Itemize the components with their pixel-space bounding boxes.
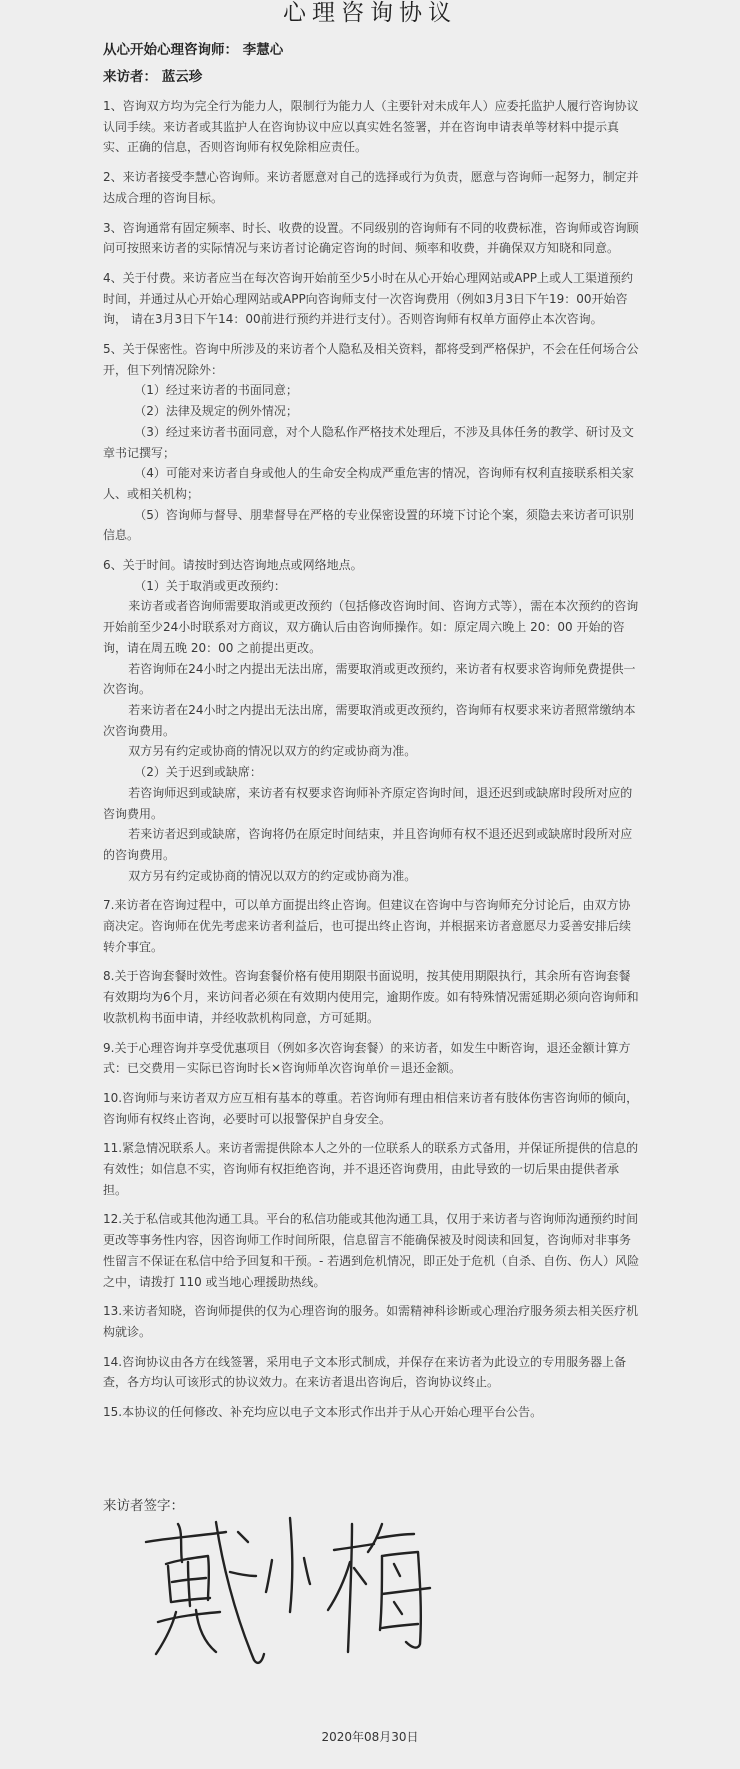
- clause-6-sub-2-heading: （2）关于迟到或缺席：: [134, 765, 262, 780]
- clause-6-sub-1-para-c: 若来访者在24小时之内提出无法出席，需要取消或更改预约，咨询师有权要求来访者照常缴纳本次咨询费用。: [103, 702, 636, 738]
- clause-6-sub-2-para-b: 若来访者迟到或缺席，咨询将仍在原定时间结束，并且咨询师有权不退还迟到或缺席时段所对应的咨询费用。: [103, 827, 633, 862]
- clause-6-sub-1-para-d: 双方另有约定或协商的情况以双方的约定或协商为准。: [128, 744, 417, 759]
- clause-2: 2、来访者接受李慧心咨询师。来访者愿意对自己的选择或行为负责，愿意与咨询师一起努力，制定并达成合理的咨询目标。: [103, 170, 639, 205]
- clause-6-sub-2-para-a: 若咨询师迟到或缺席，来访者有权要求咨询师补齐原定咨询时间，退还迟到或缺席时段所对应的咨询费用。: [103, 785, 633, 821]
- clause-15: 15.本协议的任何修改、补充均应以电子文本形式作出并于从心开始心理平台公告。: [103, 1405, 543, 1420]
- clause-6-sub-2-para-c: 双方另有约定或协商的情况以双方的约定或协商为准。: [128, 868, 417, 883]
- clause-6-sub-1-heading: （1）关于取消或更改预约：: [134, 578, 286, 593]
- clause-4: 4、关于付费。来访者应当在每次咨询开始前至少5小时在从心开始心理网站或APP上或人工渠道预约时间，并通过从心开始心理网站或APP向咨询师支付一次咨询费用（例如3月3日下午19：00开始咨询， 请在3月3日下午14：00前进行预约并进行支付）。否则咨询师有权单方面停止本次咨询。: [103, 270, 633, 327]
- clause-8: 8.关于咨询套餐时效性。咨询套餐价格有使用期限书面说明，按其使用期限执行，其余所有咨询套餐有效期均为6个月，来访问者必须在有效期内使用完，逾期作废。如有特殊情况需延期必须向咨询师和收款机构书面申请，并经收款机构同意，方可延期。: [103, 969, 639, 1025]
- agreement-body: [103, 96, 641, 1432]
- clause-5-item-4: （4）可能对来访者自身或他人的生命安全构成严重危害的情况，咨询师有权利直接联系相关家人、或相关机构；: [103, 466, 634, 501]
- clause-6: [103, 555, 641, 886]
- clause-11: 11.紧急情况联系人。来访者需提供除本人之外的一位联系人的联系方式备用，并保证所提供的信息的有效性；如信息不实，咨询师有权拒绝咨询，并不退还咨询费用，由此导致的一切后果由提供者承担。: [103, 1141, 639, 1197]
- handwritten-signature: [138, 1502, 438, 1682]
- clause-6-sub-1-para-b: 若咨询师在24小时之内提出无法出席，需要取消或更改预约，来访者有权要求咨询师免费提供一次咨询。: [103, 661, 636, 697]
- clause-5-intro: 5、关于保密性。咨询中所涉及的来访者个人隐私及相关资料，都将受到严格保护，不会在任何场合公开，但下列情况除外：: [103, 342, 639, 377]
- signing-date: 2020年08月30日: [321, 1730, 419, 1744]
- clause-14: 14.咨询协议由各方在线签署，采用电子文本形式制成，并保存在来访者为此设立的专用服务器上备查，各方均认可该形式的协议效力。在来访者退出咨询后，咨询协议终止。: [103, 1354, 627, 1390]
- client-line: 来访者： 蓝云珍: [103, 69, 203, 85]
- clause-5-item-2: （2）法律及规定的例外情况；: [134, 404, 298, 419]
- clause-5: [103, 339, 641, 546]
- document-title: 心理咨询协议: [283, 0, 457, 26]
- clause-7: 7.来访者在咨询过程中，可以单方面提出终止咨询。但建议在咨询中与咨询师充分讨论后，由双方协商决定。咨询师在优先考虑来访者利益后，也可提出终止咨询，并根据来访者意愿尽力妥善安排后续转介事宜。: [103, 898, 632, 954]
- clause-5-item-3: （3）经过来访者书面同意，对个人隐私作严格技术处理后，不涉及具体任务的教学、研讨及文章书记撰写；: [103, 424, 634, 460]
- clause-5-item-1: （1）经过来访者的书面同意；: [134, 383, 298, 398]
- clause-12: 12.关于私信或其他沟通工具。平台的私信功能或其他沟通工具，仅用于来访者与咨询师沟通预约时间更改等事务性内容，因咨询师工作时间所限，信息留言不能确保被及时阅读和回复，咨询师对非事务性留言不保证在私信中给予回复和干预。- 若遇到危机情况，即正处于危机（自杀、自伤、伤人）风险之中，请拨打 110 或当地心理援助热线。: [103, 1212, 640, 1289]
- clause-6-intro: 6、关于时间。请按时到达咨询地点或网络地点。: [103, 558, 363, 573]
- clause-9: 9.关于心理咨询并享受优惠项目（例如多次咨询套餐）的来访者，如发生中断咨询，退还金额计算方式：已交费用－实际已咨询时长×咨询师单次咨询单价＝退还金额。: [103, 1040, 631, 1076]
- clause-6-sub-1-para-a: 来访者或者咨询师需要取消或更改预约（包括修改咨询时间、咨询方式等），需在本次预约的咨询开始前至少24小时联系对方商议，双方确认后由咨询师操作。如：原定周六晚上 20：00 开始的咨询，请在周五晚 20：00 之前提出更改。: [103, 599, 639, 655]
- clause-1: 1、咨询双方均为完全行为能力人，限制行为能力人（主要针对未成年人）应委托监护人履行咨询协议认同手续。来访者或其监护人在咨询协议中应以真实姓名签署，并在咨询申请表单等材料中提示真实、正确的信息，否则咨询师有权免除相应责任。: [103, 99, 639, 155]
- clause-3: 3、咨询通常有固定频率、时长、收费的设置。不同级别的咨询师有不同的收费标准，咨询师或咨询顾问可按照来访者的实际情况与来访者讨论确定咨询的时间、频率和收费，并确保双方知晓和同意。: [103, 220, 639, 256]
- clause-13: 13.来访者知晓，咨询师提供的仅为心理咨询的服务。如需精神科诊断或心理治疗服务须去相关医疗机构就诊。: [103, 1304, 639, 1339]
- signature-label: 来访者签字：: [103, 1498, 184, 1514]
- clause-10: 10.咨询师与来访者双方应互相有基本的尊重。若咨询师有理由相信来访者有肢体伤害咨询师的倾向，咨询师有权终止咨询，必要时可以报警保护自身安全。: [103, 1090, 639, 1126]
- clause-5-item-5: （5）咨询师与督导、朋辈督导在严格的专业保密设置的环境下讨论个案，须隐去来访者可识别信息。: [103, 507, 634, 543]
- counselor-line: 从心开始心理咨询师： 李慧心: [103, 42, 284, 58]
